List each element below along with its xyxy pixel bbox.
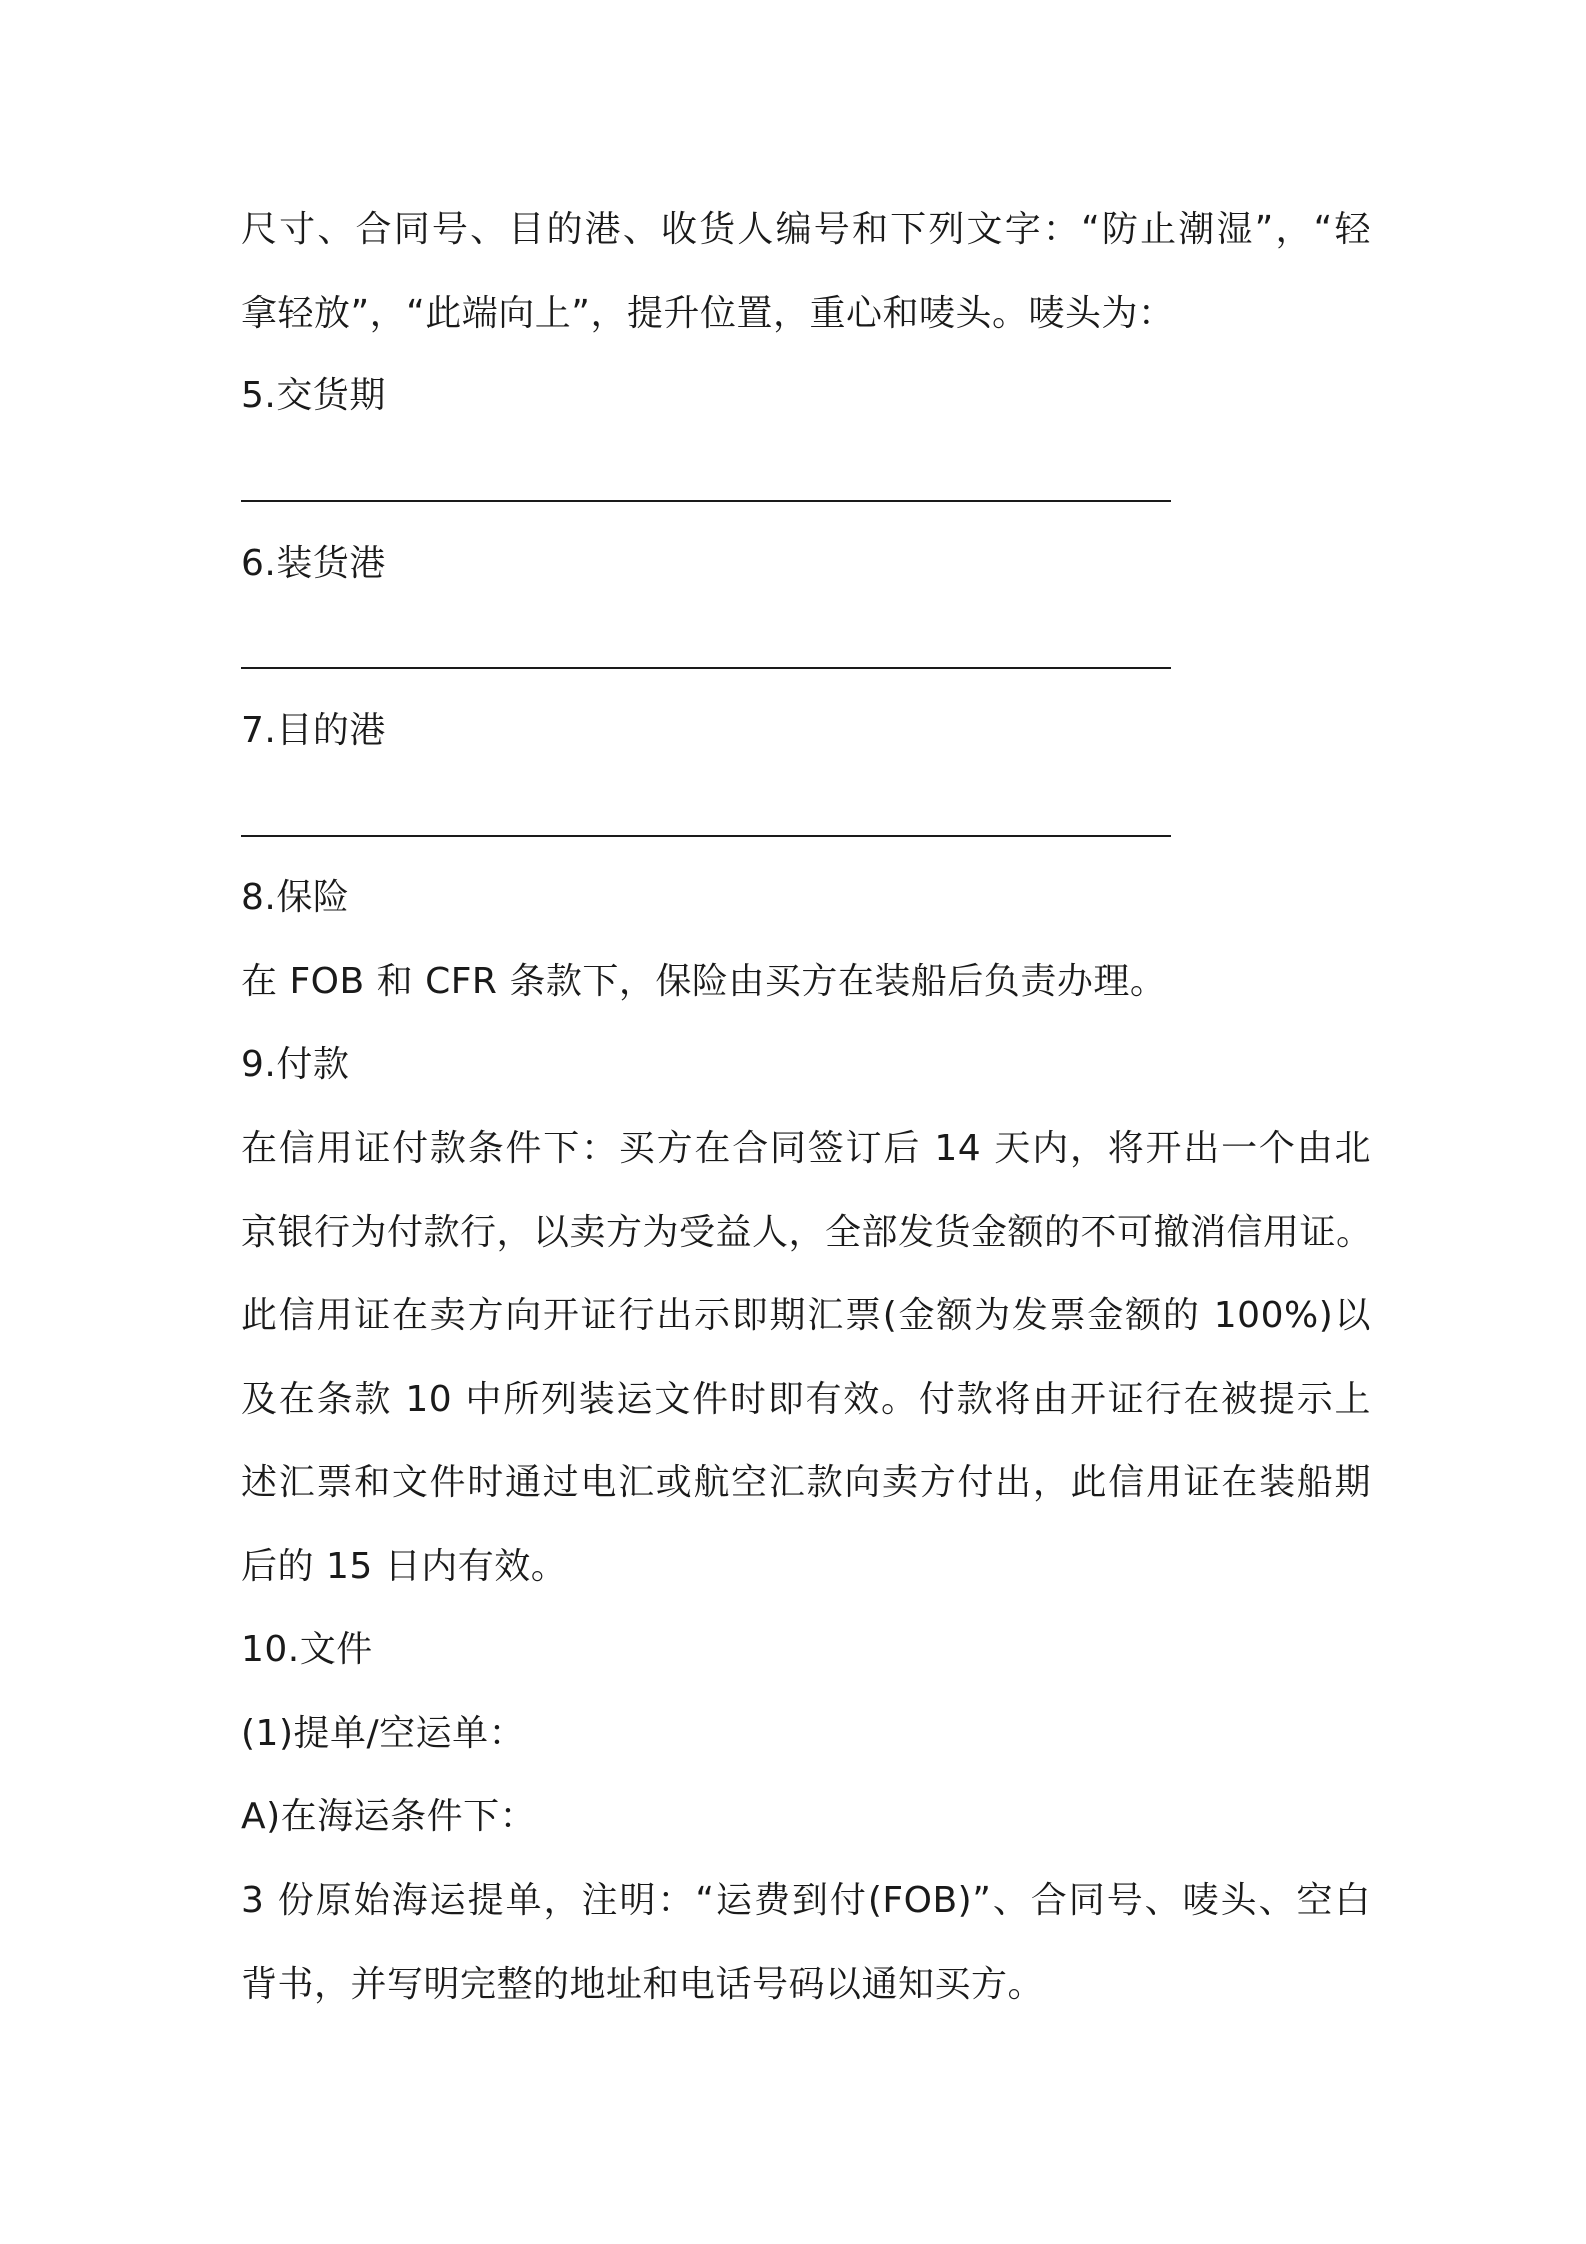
- section-heading-delivery-period: 5.交货期: [241, 375, 386, 416]
- fill-in-blank-line: [241, 667, 1171, 669]
- section-heading-payment: 9.付款: [241, 1044, 350, 1085]
- paragraph-line: 背书，并写明完整的地址和电话号码以通知买方。: [241, 1964, 1045, 2005]
- paragraph-line: 在 FOB 和 CFR 条款下，保险由买方在装船后负责办理。: [241, 961, 1167, 1002]
- paragraph-line: 京银行为付款行，以卖方为受益人，全部发货金额的不可撤消信用证。: [241, 1212, 1373, 1253]
- section-heading-insurance: 8.保险: [241, 877, 350, 918]
- fill-in-blank-line: [241, 835, 1171, 837]
- paragraph-line: 及在条款 10 中所列装运文件时即有效。付款将由开证行在被提示上: [241, 1379, 1371, 1420]
- section-heading-documents: 10.文件: [241, 1629, 373, 1670]
- paragraph-line: 拿轻放”，“此端向上”，提升位置，重心和唛头。唛头为：: [241, 293, 1175, 334]
- paragraph-line: 尺寸、合同号、目的港、收货人编号和下列文字：“防止潮湿”，“轻: [241, 209, 1371, 250]
- section-heading-destination-port: 7.目的港: [241, 710, 386, 751]
- section-heading-loading-port: 6.装货港: [241, 543, 386, 584]
- paragraph-line: 在信用证付款条件下：买方在合同签订后 14 天内，将开出一个由北: [241, 1128, 1371, 1169]
- paragraph-line: 述汇票和文件时通过电汇或航空汇款向卖方付出，此信用证在装船期: [241, 1462, 1371, 1503]
- subsection-heading: A)在海运条件下：: [241, 1796, 537, 1837]
- paragraph-line: 后的 15 日内有效。: [241, 1546, 568, 1587]
- paragraph-line: 此信用证在卖方向开证行出示即期汇票(金额为发票金额的 100%)以: [241, 1295, 1371, 1336]
- paragraph-line: 3 份原始海运提单，注明：“运费到付(FOB)”、合同号、唛头、空白: [241, 1880, 1371, 1921]
- fill-in-blank-line: [241, 500, 1171, 502]
- subsection-heading: (1)提单/空运单：: [241, 1713, 526, 1754]
